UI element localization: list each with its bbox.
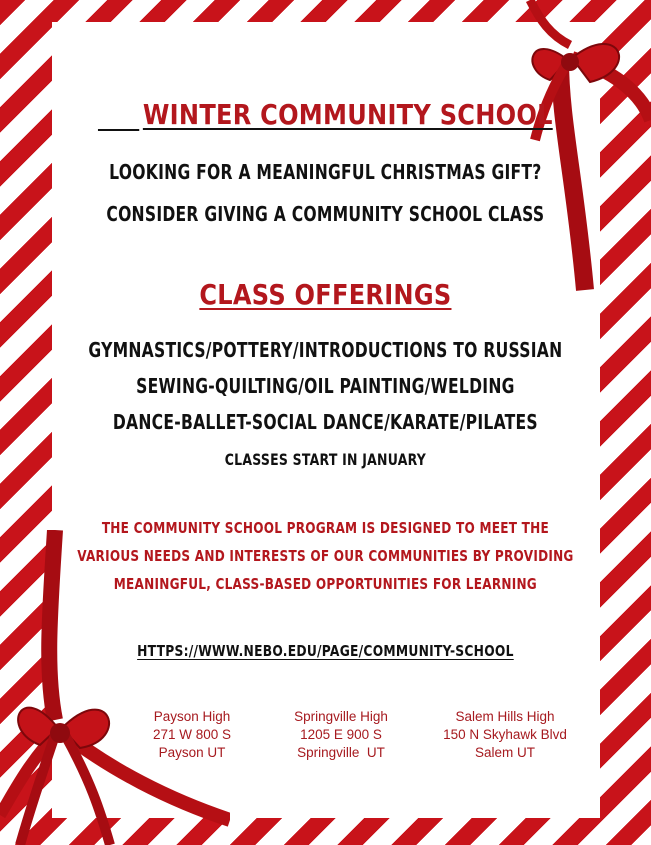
school-name: Payson High xyxy=(153,709,231,724)
school-name: Salem Hills High xyxy=(455,709,555,724)
program-description-line: THE COMMUNITY SCHOOL PROGRAM IS DESIGNED TO MEET THE xyxy=(101,519,549,537)
school-location xyxy=(112,708,272,762)
school-location xyxy=(425,708,585,762)
community-school-link[interactable]: HTTPS://WWW.NEBO.EDU/PAGE/COMMUNITY-SCHOOL xyxy=(137,642,514,660)
tagline-suggestion: CONSIDER GIVING A COMMUNITY SCHOOL CLASS xyxy=(106,202,545,226)
class-list-line: SEWING-QUILTING/OIL PAINTING/WELDING xyxy=(136,374,515,398)
flyer-title xyxy=(46,98,606,131)
school-city: Payson UT xyxy=(158,745,226,760)
school-address: 1205 E 900 S xyxy=(300,727,382,742)
flyer-title-text: WINTER COMMUNITY SCHOOL xyxy=(142,98,553,131)
school-city: Springville UT xyxy=(297,745,385,760)
program-description-line: VARIOUS NEEDS AND INTERESTS OF OUR COMMUNITIES BY PROVIDING xyxy=(77,547,574,565)
title-underline-lead xyxy=(98,99,139,131)
school-location xyxy=(261,708,421,762)
program-description-line: MEANINGFUL, CLASS-BASED OPPORTUNITIES FOR LEARNING xyxy=(113,575,537,593)
class-list-line: GYMNASTICS/POTTERY/INTRODUCTIONS TO RUSSIAN xyxy=(88,338,563,362)
start-note: CLASSES START IN JANUARY xyxy=(224,450,427,469)
school-address: 150 N Skyhawk Blvd xyxy=(443,727,567,742)
class-list-line: DANCE-BALLET-SOCIAL DANCE/KARATE/PILATES xyxy=(112,410,538,434)
school-city: Salem UT xyxy=(474,745,535,760)
class-offerings-heading: CLASS OFFERINGS xyxy=(199,278,452,311)
school-address: 271 W 800 S xyxy=(152,727,232,742)
school-name: Springville High xyxy=(294,709,388,724)
tagline-question: LOOKING FOR A MEANINGFUL CHRISTMAS GIFT? xyxy=(109,160,542,184)
